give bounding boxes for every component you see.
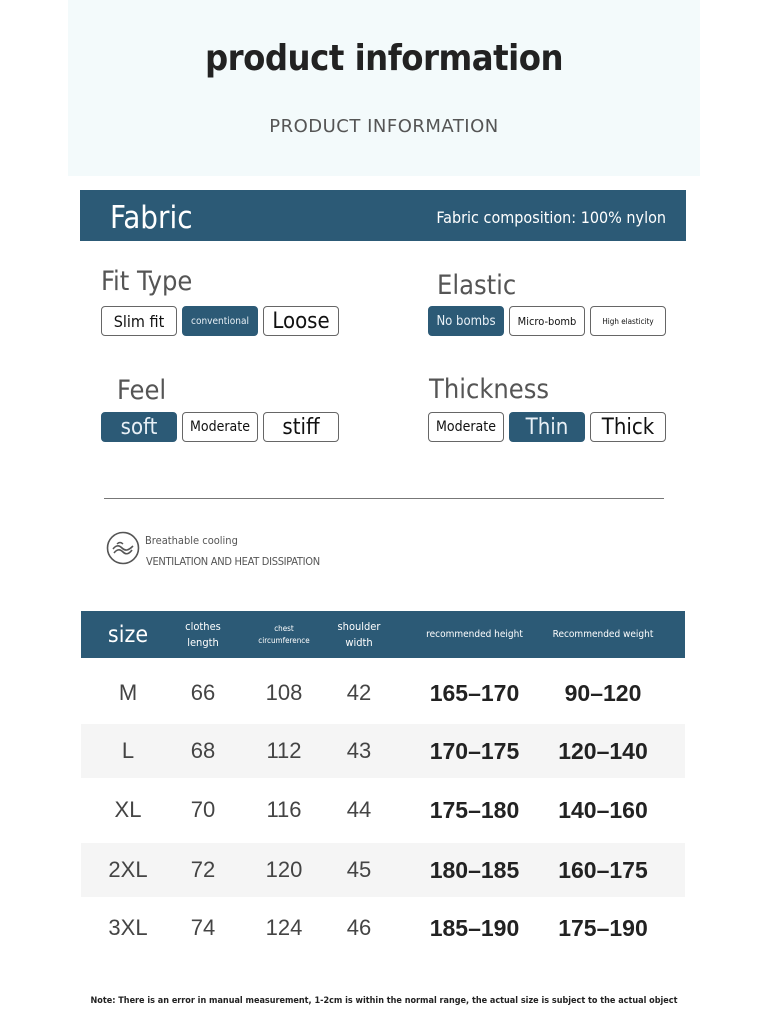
cell-weight: 175–190 — [558, 914, 648, 941]
cell-shoulder: 46 — [346, 915, 372, 940]
header-chest-circumference: chest circumference — [258, 623, 310, 645]
table-row — [81, 783, 685, 837]
header-panel — [68, 0, 700, 176]
cell-weight: 140–160 — [558, 796, 648, 823]
feature-title: Breathable cooling — [145, 534, 238, 547]
cell-length: 74 — [190, 915, 216, 940]
thickness-option-thin: Thin — [509, 412, 585, 442]
cell-chest: 112 — [266, 738, 302, 763]
breathable-fan-icon — [106, 531, 140, 565]
thickness-option-thick: Thick — [590, 412, 666, 442]
cell-size: 3XL — [108, 915, 148, 940]
fabric-title: Fabric — [110, 200, 193, 236]
cell-height: 175–180 — [429, 796, 520, 823]
header-size: size — [107, 621, 149, 648]
cell-weight: 90–120 — [564, 679, 642, 706]
elastic-option-high-elasticity: High elasticity — [590, 306, 666, 336]
page-subtitle: PRODUCT INFORMATION — [269, 116, 499, 137]
cell-shoulder: 43 — [346, 738, 372, 763]
cell-chest: 108 — [265, 680, 303, 705]
feel-option-stiff: stiff — [263, 412, 339, 442]
cell-length: 70 — [190, 797, 216, 822]
fit-option-loose: Loose — [263, 306, 339, 336]
cell-size: M — [118, 680, 138, 705]
cell-size: XL — [114, 797, 142, 822]
cell-shoulder: 45 — [346, 857, 372, 882]
cell-size: 2XL — [108, 857, 148, 882]
cell-length: 66 — [190, 680, 216, 705]
fabric-composition: Fabric composition: 100% nylon — [436, 208, 666, 227]
cell-chest: 120 — [265, 857, 303, 882]
thickness-option-moderate: Moderate — [428, 412, 504, 442]
cell-shoulder: 42 — [346, 680, 372, 705]
cell-length: 68 — [190, 738, 216, 763]
table-row — [81, 843, 685, 897]
cell-chest: 116 — [266, 797, 302, 822]
fit-option-slim: Slim fit — [101, 306, 177, 336]
cell-length: 72 — [190, 857, 216, 882]
table-row — [81, 724, 685, 778]
feel-option-moderate: Moderate — [182, 412, 258, 442]
section-divider — [104, 498, 664, 499]
cell-height: 170–175 — [429, 737, 520, 764]
feel-option-soft: soft — [101, 412, 177, 442]
fit-option-conventional: conventional — [182, 306, 258, 336]
cell-chest: 124 — [265, 915, 303, 940]
header-recommended-weight: Recommended weight — [552, 628, 654, 640]
measurement-note: Note: There is an error in manual measurement, 1-2cm is within the normal range, the actual size is subject to the actual object — [90, 996, 678, 1006]
header-clothes-length: clothes length — [185, 619, 221, 649]
cell-shoulder: 44 — [346, 797, 372, 822]
header-recommended-height: recommended height — [426, 628, 523, 640]
fabric-bar — [80, 190, 686, 241]
header-shoulder-width: shoulder width — [337, 619, 381, 649]
thickness-label: Thickness — [429, 374, 550, 405]
cell-height: 165–170 — [429, 679, 520, 706]
size-table-header — [81, 611, 685, 658]
cell-weight: 120–140 — [558, 737, 648, 764]
feel-label: Feel — [117, 375, 167, 406]
cell-size: L — [121, 738, 135, 763]
feature-subtitle: VENTILATION AND HEAT DISSIPATION — [146, 555, 320, 568]
fit-type-label: Fit Type — [101, 266, 193, 297]
cell-height: 180–185 — [429, 856, 520, 883]
cell-height: 185–190 — [429, 914, 520, 941]
cell-weight: 160–175 — [558, 856, 648, 883]
elastic-option-micro-bomb: Micro-bomb — [509, 306, 585, 336]
elastic-option-no-bombs: No bombs — [428, 306, 504, 336]
table-row — [81, 901, 685, 955]
elastic-label: Elastic — [437, 270, 517, 301]
page-title: product information — [204, 38, 564, 79]
table-row — [81, 666, 685, 720]
